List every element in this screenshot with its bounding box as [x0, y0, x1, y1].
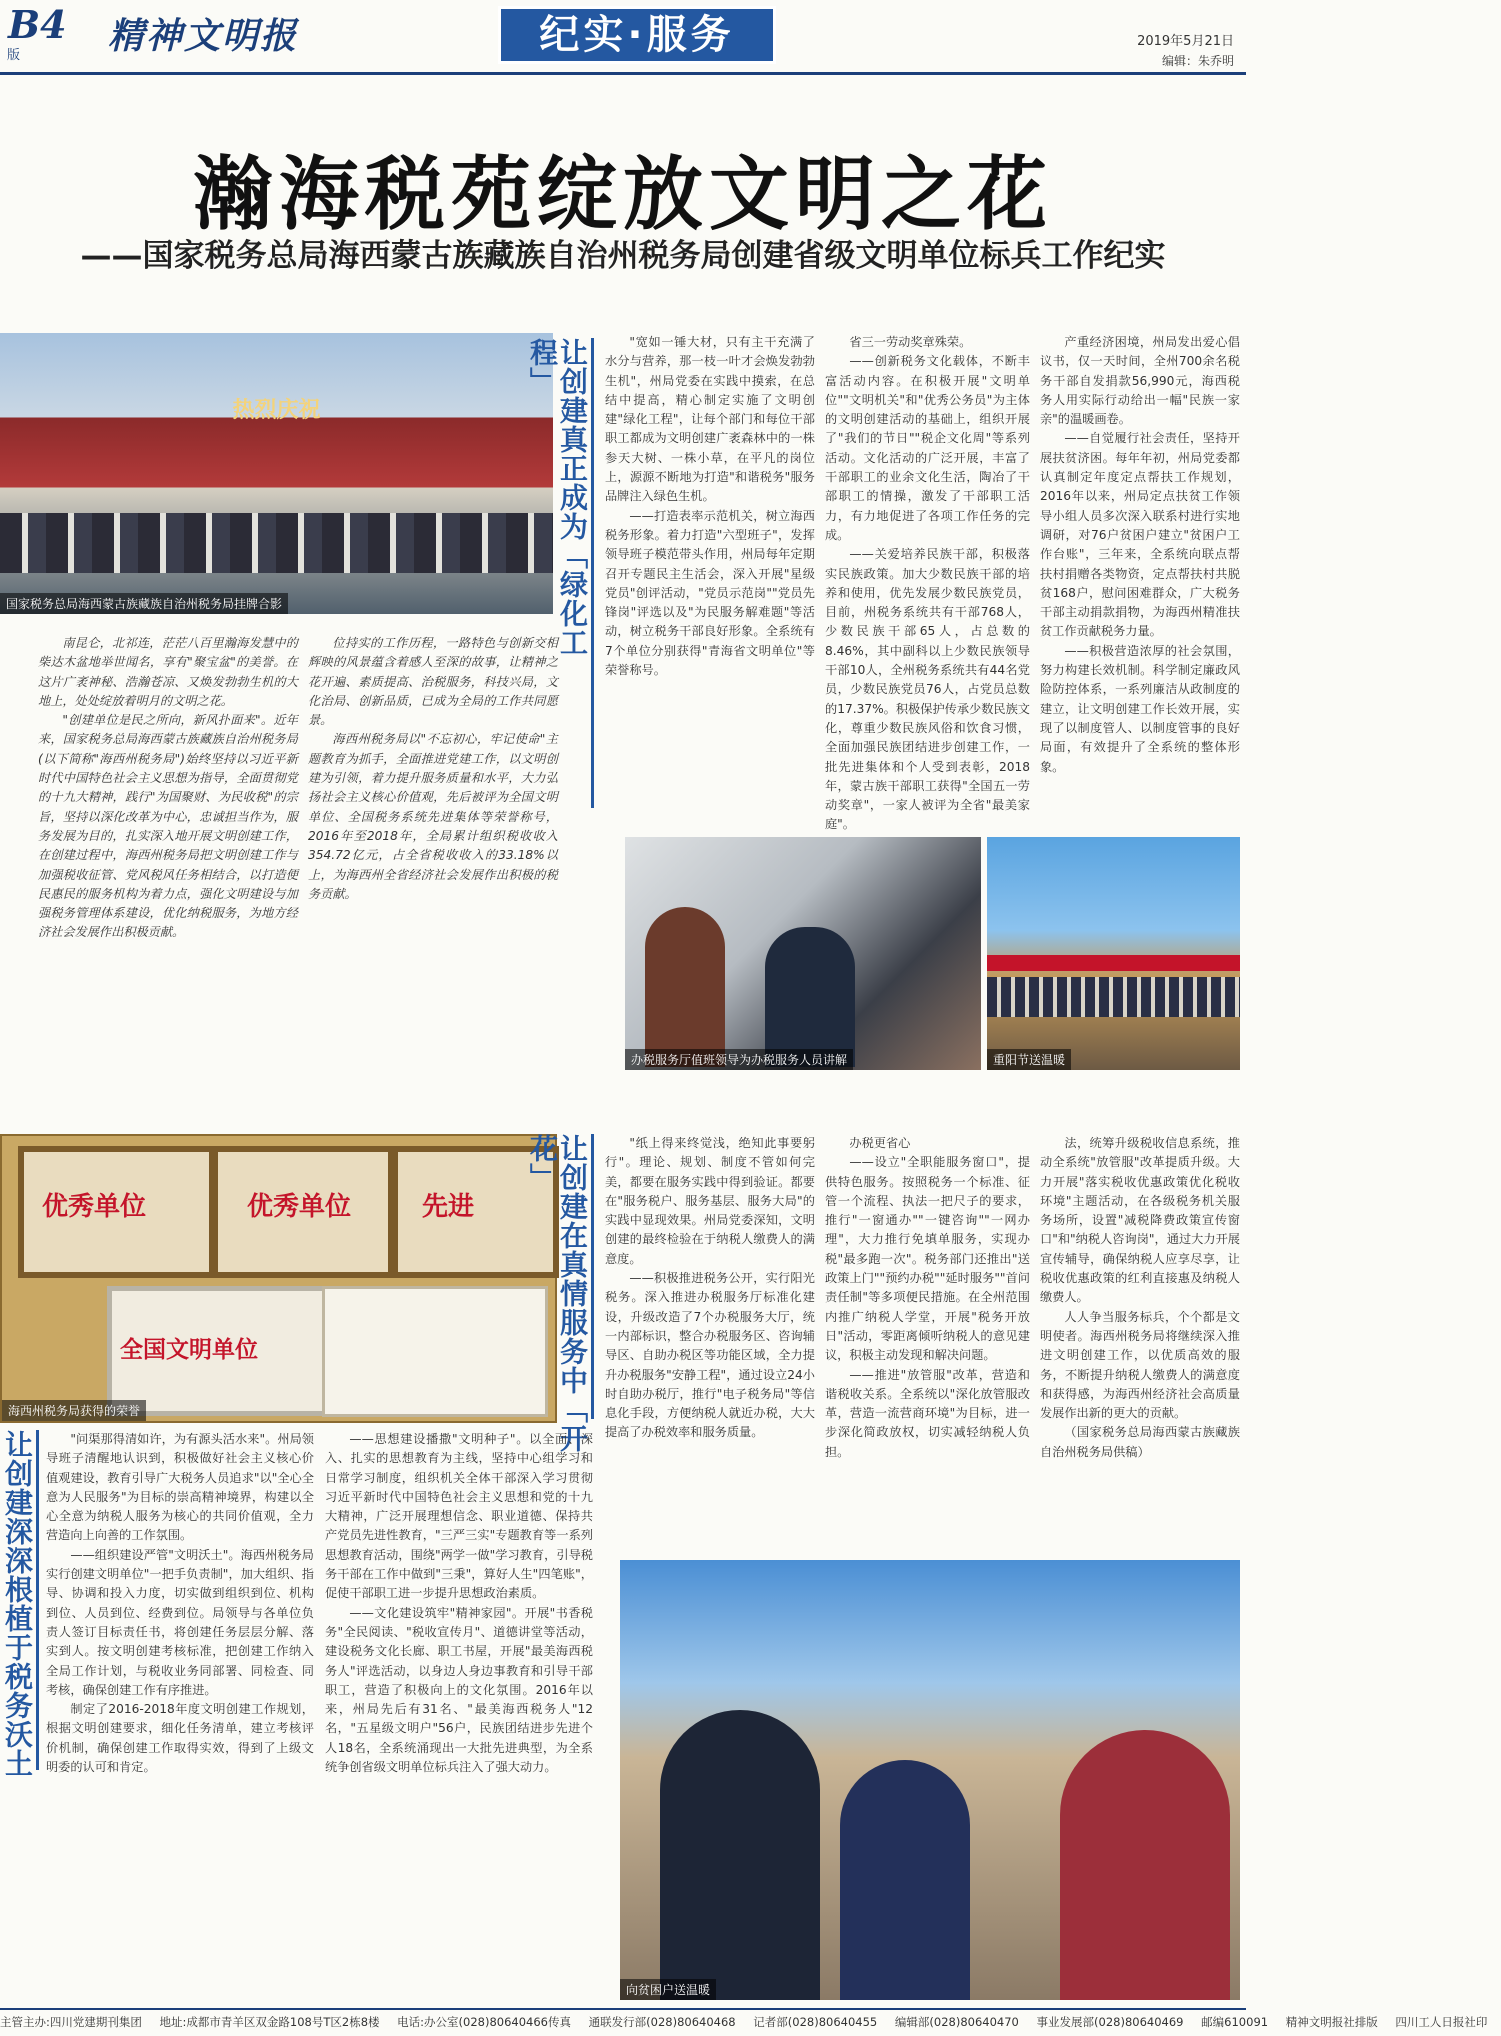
officer-figure	[660, 1710, 820, 2000]
footer	[0, 2008, 1488, 2036]
footer-item: 四川工人日报社印	[1395, 2015, 1488, 2029]
paragraph: ——思想建设播撒"文明种子"。以全面、深入、扎实的思想教育为主线，坚持中心组学习和日常学习制度，组织机关全体干部深入学习贯彻习近平新时代中国特色社会主义思想和党的十九大精神，广泛开展理想信念、职业道德、保持共产党员先进性教育，"三严三实"专题教育等一系列思想教育活动，围绕"两学一做"学习教育，引导税务干部在工作中做到"三秉"，算好人生"四笔账"，促使干部职工进一步提升思想政治素质。	[325, 1432, 593, 1601]
section-heading-2: 让创建在真情服务中「开花」	[526, 1134, 589, 1453]
footer-item: 通联发行部(028)80640468	[588, 2015, 736, 2029]
section-bar-1	[591, 338, 594, 808]
paragraph: ——打造表率示范机关，树立海西税务形象。着力打造"六型班子"，发挥领导班子模范带头作用，州局每年定期召开专题民主生活会，深入开展"星级党员"创评活动，"党员示范岗""党员先锋岗"评选以及"为民服务解难题"等活动，树立税务干部良好形象。全系统有7个单位分别获得"青海省文明单位"等荣誉称号。	[605, 508, 815, 678]
footer-item: 电话:办公室(028)80640466传真	[397, 2015, 572, 2029]
people-row	[0, 513, 553, 573]
officer-figure	[840, 1760, 970, 2000]
group-photo-caption: 国家税务总局海西蒙古族藏族自治州税务局挂牌合影	[0, 593, 288, 614]
sec2-column-3	[1040, 1134, 1240, 1459]
paragraph: ——创新税务文化载体，不断丰富活动内容。在积极开展"文明单位""文明机关"和"优秀公务员"为主体的文明创建活动的基础上，组织开展了"我们的节日""税企文化周"等系列活动。文化活动的广泛开展，丰富了干部职工的业余文化生活，陶冶了干部职工的情操，激发了干部职工活力，有力地促进了各项工作任务的完成。	[825, 354, 1030, 542]
footer-item: 主管主办:四川党建期刊集团	[0, 2015, 142, 2029]
people-row	[987, 977, 1240, 1017]
red-banner	[987, 955, 1240, 971]
intro-column-2	[308, 634, 558, 1074]
section-bar-3	[36, 1430, 39, 1770]
aid-photo-caption: 向贫困户送温暖	[620, 1979, 716, 2000]
group-banner: 热烈庆祝	[232, 398, 321, 423]
sec2-column-2	[825, 1134, 1030, 1459]
aid-photo	[620, 1560, 1240, 2000]
visitor-figure	[645, 907, 725, 1067]
editor-credit: 编辑：朱乔明	[1161, 54, 1234, 68]
section-heading-1: 让创建真正成为「绿化工程」	[526, 338, 589, 657]
paragraph: "纸上得来终觉浅，绝知此事要躬行"。理论、规划、制度不管如何完美，都要在服务实践中得到验证。都要在"服务税户、服务基层、服务大局"的实践中显现效果。州局党委深知，文明创建的最终检验在于纳税人缴费人的满意度。	[605, 1136, 815, 1266]
page-number: B4	[8, 2, 67, 47]
paragraph: "宽如一锤大材，只有主干充满了水分与营养，那一枝一叶才会焕发勃勃生机"，州局党委在实践中摸索，在总结中提高，精心制定实施了文明创建"绿化工程"，让每个部门和每位干部职工都成为文明创建广袤森林中的一株参天大树、一株小草，在平凡的岗位上，源源不断地为打造"和谐税务"服务品牌注入绿色生机。	[605, 335, 815, 504]
issue-date: 2019年5月21日	[1137, 34, 1234, 49]
sec3-column-2	[325, 1430, 593, 2000]
elder-figure	[1060, 1730, 1230, 2000]
paragraph: ——文化建设筑牢"精神家园"。开展"书香税务"全民阅读、"税收宣传月"、道德讲堂等活动，建设税务文化长廊、职工书屋，开展"最美海西税务人"评选活动，以身边人身边事教育和引导干部职工，营造了积极向上的文化氛围。2016年以来，州局先后有31名、"最美海西税务人"12名，"五星级文明户"56户，民族团结进步先进个人18名，全系统涌现出一大批先进典型，为全系统争创省级文明单位标兵注入了强大动力。	[325, 1605, 593, 1775]
intro-column-1	[38, 634, 298, 1074]
poverty-photo-caption: 重阳节送温暖	[987, 1049, 1071, 1070]
sec2-column-1	[605, 1134, 815, 1440]
paragraph: 位持实的工作历程，一路特色与创新交相辉映的风景蕴含着感人至深的故事，让精神之花开遍、素质提高、治税服务，科技兴局，文化治局、创新品质，已成为全局的工作共同愿景。	[308, 636, 558, 728]
certificate-label: 全国文明单位	[120, 1337, 258, 1363]
honor-photo-caption: 海西州税务局获得的荣誉	[2, 1400, 146, 1421]
paragraph: 南昆仑，北祁连，茫茫八百里瀚海发慧中的柴达木盆地举世闻名，享有"聚宝盆"的美誉。在这片广袤神秘、浩瀚苍凉、又焕发勃勃生机的大地上，处处绽放着明月的文明之花。	[38, 636, 298, 708]
footer-item: 事业发展部(028)80640469	[1036, 2015, 1184, 2029]
page-suffix: 版	[7, 48, 21, 63]
paper-name: 精神文明报	[108, 15, 299, 57]
paragraph: ——组织建设严管"文明沃土"。海西州税务局实行创建文明单位"一把手负责制"，加大组织、指导、协调和投入力度，切实做到组织到位、机构到位、人员到位、经费到位。局领导与各单位负责人签订目标责任书，将创建任务层层分解、落实到人。按文明创建考核标准，把创建工作纳入全局工作计划，与税收业务同部署、同检查、同考核，确保创建工作有序推进。	[46, 1547, 314, 1697]
footer-item: 编辑部(028)80640470	[894, 2015, 1019, 2029]
sec1-column-1	[605, 333, 815, 823]
paragraph: ——推进"放管服"改革，营造和谐税收关系。全系统以"深化放管服改革，营造一流营商环境"为目标，进一步深化简政放权，切实减轻纳税人负担。	[825, 1367, 1030, 1459]
plaque-label: 优秀单位	[247, 1192, 352, 1222]
officer-figure	[765, 927, 855, 1067]
sec1-column-3	[1040, 333, 1240, 823]
honor-photo	[0, 1134, 557, 1423]
sec1-column-2	[825, 333, 1030, 832]
paragraph: ——积极营造浓厚的社会氛围，努力构建长效机制。科学制定廉政风险防控体系，一系列廉洁从政制度的建立，让文明创建工作长效开展，实现了以制度管人、以制度管事的良好局面，有效提升了全系统的整体形象。	[1040, 643, 1240, 774]
certificate	[322, 1286, 548, 1417]
paragraph: ——设立"全职能服务窗口"，提供特色服务。按照税务一个标准、征管一个流程、执法一把尺子的要求，推行"一窗通办""一键咨询""一网办理"，大力推行免填单服务，实现办税"最多跑一次"。税务部门还推出"送政策上门""预约办税""延时服务""首问责任制"等多项便民措施。在全州范围内推广纳税人学堂，开展"税务开放日"活动，零距离倾听纳税人的意见建议，积极主动发现和解决问题。	[825, 1155, 1030, 1363]
paragraph: 办税更省心	[849, 1136, 911, 1150]
paragraph: 海西州税务局以"不忘初心，牢记使命"主题教育为抓手，全面推进党建工作，以文明创建为引领，着力提升服务质量和水平，大力弘扬社会主义核心价值观，先后被评为全国文明单位、全国税务系统先进集体等荣誉称号，2016年至2018年，全局累计组织税收收入354.72亿元，占全省税收收入的33.18%以上，为海西州全省经济社会发展作出积极的税务贡献。	[308, 732, 558, 901]
section-heading-3: 让创建深深根植于税务沃土	[1, 1430, 34, 1778]
paragraph: 产重经济困境，州局发出爱心倡议书，仅一天时间，全州700余名税务干部自发捐款56,990元，海西税务人用实际行动给出一幅"民族一家亲"的温暖画卷。	[1040, 335, 1240, 427]
poverty-photo	[987, 837, 1240, 1070]
paragraph: "创建单位是民之所向，新风扑面来"。近年来，国家税务总局海西蒙古族藏族自治州税务局(以下简称"海西州税务局")始终坚持以习近平新时代中国特色社会主义思想为指导，全面贯彻党的十九大精神，践行"为国聚财、为民收税"的宗旨，坚持以深化改革为中心，忠诚担当作为，服务发展为目的，扎实深入地开展文明创建工作，在创建过程中，海西州税务局把文明创建工作与加强税收征管、党风税风任务相结合，以打造便民惠民的服务机构为着力点，强化文明建设与加强税务管理体系建设，优化纳税服务，为地方经济社会发展作出积极贡献。	[38, 713, 298, 940]
service-photo-caption: 办税服务厅值班领导为办税服务人员讲解	[625, 1049, 853, 1070]
footer-item: 地址:成都市青羊区双金路108号T区2栋8楼	[159, 2015, 380, 2029]
paragraph: ——自觉履行社会责任，坚持开展扶贫济困。每年年初，州局党委都认真制定年度定点帮扶工作规划，2016年以来，州局定点扶贫工作领导小组人员多次深入联系村进行实地调研，对76户贫困户建立"贫困户工作台账"，三年来，全系统向联点帮扶村捐赠各类物资，定点帮扶村共脱贫168户，慰问困难群众，广大税务干部主动捐款捐物，为海西州精准扶贫工作贡献税务力量。	[1040, 431, 1240, 639]
paragraph: 省三一劳动奖章殊荣。	[849, 335, 972, 349]
paragraph: 法，统筹升级税收信息系统，推动全系统"放管服"改革提质升级。大力开展"落实税收优惠政策优化税收环境"主题活动，在各级税务机关服务场所，设置"减税降费政策宣传窗口"和"纳税人咨询岗"，通过大力开展宣传辅导，确保纳税人应享尽享，让税收优惠政策的红利直接惠及纳税人缴费人。	[1040, 1136, 1240, 1305]
plaque-label: 先进	[422, 1192, 475, 1222]
section-banner: 纪实·服务	[498, 6, 776, 64]
paragraph: "问渠那得清如许，为有源头活水来"。州局领导班子清醒地认识到，积极做好社会主义核心价值观建设，教育引导广大税务人员追求"以"全心全意为人民服务"为目标的崇高精神境界，构建以全心全意为纳税人服务为核心的共同价值观，全力营造向上向善的工作氛围。	[46, 1432, 314, 1543]
article-title: 瀚海税苑绽放文明之花	[193, 148, 1053, 241]
service-photo	[625, 837, 981, 1070]
masthead-rule	[0, 72, 1246, 75]
sec3-column-1	[46, 1430, 314, 2000]
paragraph: （国家税务总局海西蒙古族藏族自治州税务局供稿）	[1040, 1425, 1240, 1459]
group-photo	[0, 333, 553, 614]
article-subtitle: ——国家税务总局海西蒙古族藏族自治州税务局创建省级文明单位标兵工作纪实	[80, 238, 1166, 274]
footer-item: 精神文明报社排版	[1285, 2015, 1378, 2029]
footer-item: 记者部(028)80640455	[753, 2015, 878, 2029]
plaque-label: 优秀单位	[42, 1192, 147, 1222]
section-bar-2	[591, 1134, 594, 1419]
paragraph: ——关爱培养民族干部，积极落实民族政策。加大少数民族干部的培养和使用，优先发展少数民族党员，目前，州税务系统共有干部768人，少数民族干部65人，占总数的8.46%，其中副科以上少数民族领导干部10人，全州税务系统共有44名党员，少数民族党员76人，占党员总数的17.37%。积极保护传承少数民族文化，尊重少数民族风俗和饮食习惯，全面加强民族团结进步创建工作，一批先进集体和个人受到表彰，2018年，蒙古族干部职工获得"全国五一劳动奖章"，一家人被评为全省"最美家庭"。	[825, 547, 1030, 832]
paragraph: 人人争当服务标兵，个个都是文明使者。海西州税务局将继续深入推进文明创建工作，以优质高效的服务，不断提升纳税人缴费人的满意度和获得感，为海西州经济社会高质量发展作出新的更大的贡献。	[1040, 1309, 1240, 1421]
paragraph: ——积极推进税务公开，实行阳光税务。深入推进办税服务厅标准化建设，升级改造了7个办税服务大厅，统一内部标识，整合办税服务区、咨询辅导区、自助办税区等功能区域，全力提升办税服务"安静工程"，通过设立24小时自助办税厅，推行"电子税务局"等信息化手段，方便纳税人就近办税，大大提高了办税效率和服务质量。	[605, 1271, 815, 1440]
footer-item: 邮编610091	[1201, 2015, 1269, 2029]
paragraph: 制定了2016-2018年度文明创建工作规划，根据文明创建要求，细化任务清单，建立考核评价机制，确保创建工作取得实效，得到了上级文明委的认可和肯定。	[46, 1702, 314, 1775]
